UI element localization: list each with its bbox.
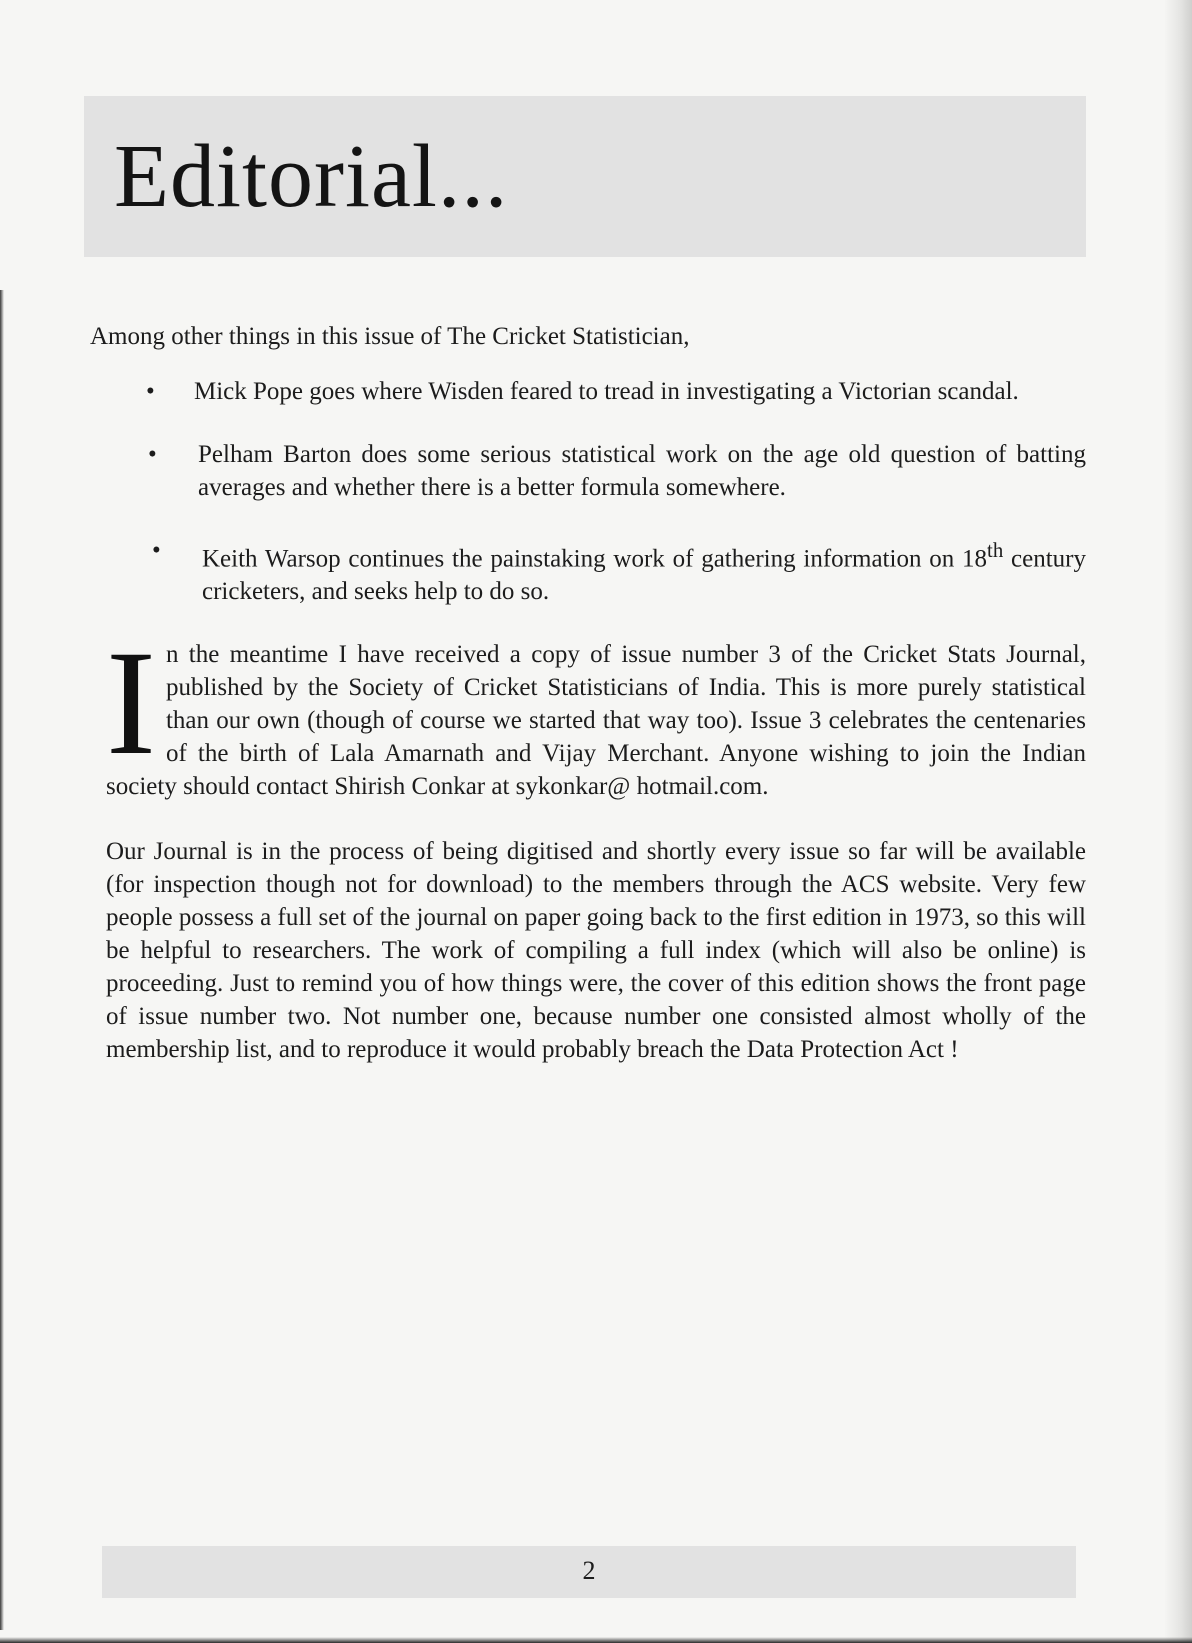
bullet-icon: • — [146, 378, 155, 405]
bullet-text-end: century cricketers, and seeks help to do so. — [202, 545, 1087, 606]
article-body — [90, 320, 1086, 1098]
paragraph-text: n the meantime I have received a copy of issue number 3 of the Cricket Stats Journal, published by the Society of Cricket Statisticians of India. This is more purely statistical than our own (though of course we started that way too). Issue 3 celebrates the centenaries of the birth of Lala Amarnath and Vijay Merchant. Anyone wishing to join the Indian society should contact Shirish Conkar at sykonkar@ hotmail.com. — [106, 641, 1086, 801]
paragraph-indian-society — [106, 620, 1086, 803]
list-item — [90, 534, 1086, 608]
bullet-text-start: Keith Warsop continues the painstaking work of gathering information on 18 — [202, 545, 988, 573]
intro-text: Among other things in this issue of The Cricket Statistician, — [90, 323, 690, 350]
drop-cap: I — [106, 620, 156, 787]
page-edge-bottom — [0, 1637, 1192, 1643]
page-number: 2 — [582, 1556, 596, 1585]
title-band — [84, 96, 1086, 257]
list-item — [90, 375, 1086, 408]
bullet-icon: • — [152, 537, 161, 564]
paragraph-digitisation: Our Journal is in the process of being digitised and shortly every issue so far will be available (for inspection though not for download) to the members through the ACS website. Very few people possess a full set of the journal on paper going back to the first edition in 1973, so this will be helpful to researchers. The work of compiling a full index (which will also be online) is proceeding. Just to remind you of how things were, the cover of this edition shows the front page of issue number two. Not number one, because number one consisted almost wholly of the membership list, and to reproduce it would probably breach the Data Protection Act ! — [106, 838, 1086, 1064]
bullet-list — [90, 375, 1086, 608]
footer-band — [102, 1546, 1076, 1598]
list-item — [90, 438, 1086, 504]
page-title: Editorial... — [114, 127, 509, 226]
ordinal-suffix: th — [987, 538, 1004, 562]
bullet-icon: • — [148, 441, 157, 468]
page-edge-right — [1164, 0, 1192, 1643]
page-edge-left — [0, 290, 4, 1630]
bullet-text: Mick Pope goes where Wisden feared to tread in investigating a Victorian scandal. — [194, 378, 1019, 405]
bullet-text: Pelham Barton does some serious statistical work on the age old question of batting averages and whether there is a better formula somewhere. — [198, 441, 1086, 501]
